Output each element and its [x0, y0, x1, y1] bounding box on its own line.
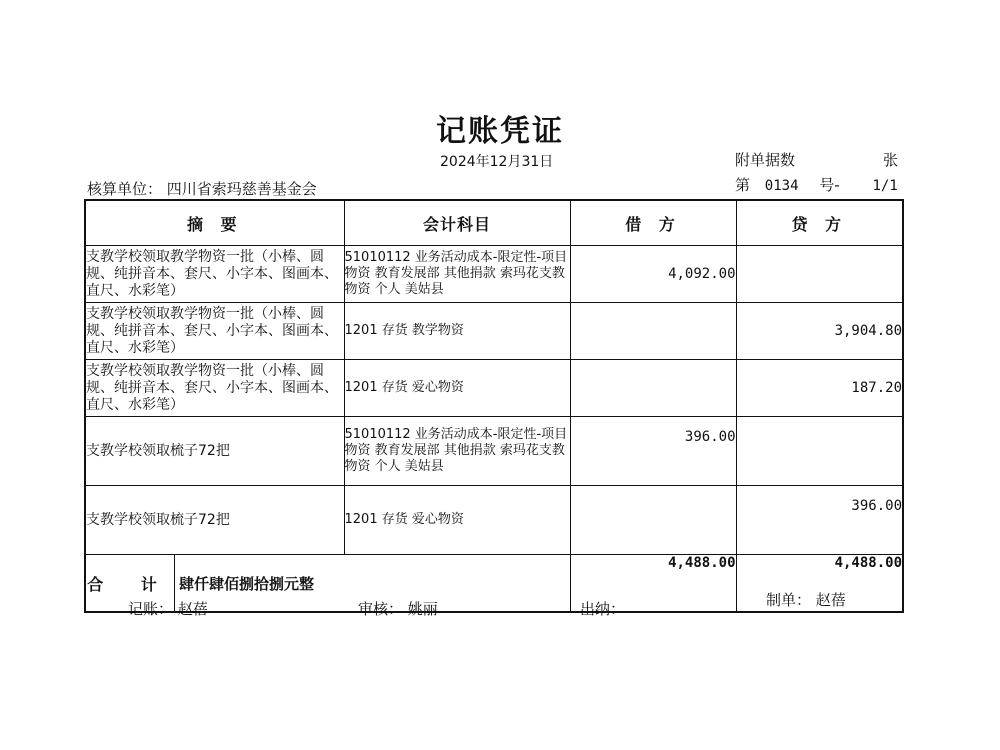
table-row — [85, 360, 903, 417]
voucher-suffix: 号- — [819, 176, 840, 194]
row-credit: 396.00 — [736, 486, 903, 555]
row-summary: 支教学校领取梳子72把 — [85, 417, 344, 486]
row-account: 1201 存货 爱心物资 — [344, 486, 570, 555]
total-credit: 4,488.00 — [736, 555, 903, 613]
row-debit — [570, 360, 736, 417]
row-summary: 支教学校领取教学物资一批（小棒、圆规、纯拼音本、套尺、小字本、图画本、直尺、水彩笔） — [85, 303, 344, 360]
total-label: 合 计 — [86, 555, 175, 611]
row-credit — [736, 246, 903, 303]
row-credit: 3,904.80 — [736, 303, 903, 360]
row-account: 1201 存货 爱心物资 — [344, 360, 570, 417]
row-debit: 4,092.00 — [570, 246, 736, 303]
row-debit — [570, 303, 736, 360]
table-header — [85, 200, 903, 246]
table-row — [85, 303, 903, 360]
voucher-date: 2024年12月31日 — [440, 154, 554, 170]
voucher-table — [84, 199, 904, 613]
reviewer: 审核： 姚丽 — [358, 600, 438, 618]
row-account: 51010112 业务活动成本-限定性-项目物资 教育发展部 其他捐款 索玛花支教 物资 个人 美姑县 — [344, 417, 570, 486]
preparer: 制单： 赵蓓 — [766, 591, 846, 609]
header-credit: 贷 方 — [736, 200, 903, 246]
attachments-unit: 张 — [883, 151, 899, 169]
row-credit: 187.20 — [736, 360, 903, 417]
voucher-title: 记账凭证 — [436, 114, 564, 149]
attachments-label: 附单据数 — [735, 151, 796, 169]
table-row — [85, 417, 903, 486]
table-row — [85, 246, 903, 303]
total-debit: 4,488.00 — [570, 555, 736, 613]
row-summary: 支教学校领取梳子72把 — [85, 486, 344, 555]
accounting-unit: 核算单位： 四川省索玛慈善基金会 — [87, 180, 317, 198]
total-amount-in-words: 肆仟肆佰捌拾捌元整 — [179, 574, 315, 593]
row-debit — [570, 486, 736, 555]
row-credit — [736, 417, 903, 486]
voucher-number — [735, 174, 898, 195]
row-account: 51010112 业务活动成本-限定性-项目物资 教育发展部 其他捐款 索玛花支教 物资 个人 美姑县 — [344, 246, 570, 303]
header-summary: 摘 要 — [85, 200, 344, 246]
voucher-page: 1/1 — [872, 178, 898, 194]
cashier: 出纳： — [580, 600, 626, 618]
header-account: 会计科目 — [344, 200, 570, 246]
row-account: 1201 存货 教学物资 — [344, 303, 570, 360]
row-summary: 支教学校领取教学物资一批（小棒、圆规、纯拼音本、套尺、小字本、图画本、直尺、水彩笔） — [85, 246, 344, 303]
table-row — [85, 486, 903, 555]
bookkeeper: 记账： 赵蓓 — [128, 600, 208, 618]
voucher-prefix: 第 — [735, 176, 751, 194]
voucher-number-value: 0134 — [764, 178, 799, 194]
row-debit: 396.00 — [570, 417, 736, 486]
row-summary: 支教学校领取教学物资一批（小棒、圆规、纯拼音本、套尺、小字本、图画本、直尺、水彩笔） — [85, 360, 344, 417]
header-debit: 借 方 — [570, 200, 736, 246]
